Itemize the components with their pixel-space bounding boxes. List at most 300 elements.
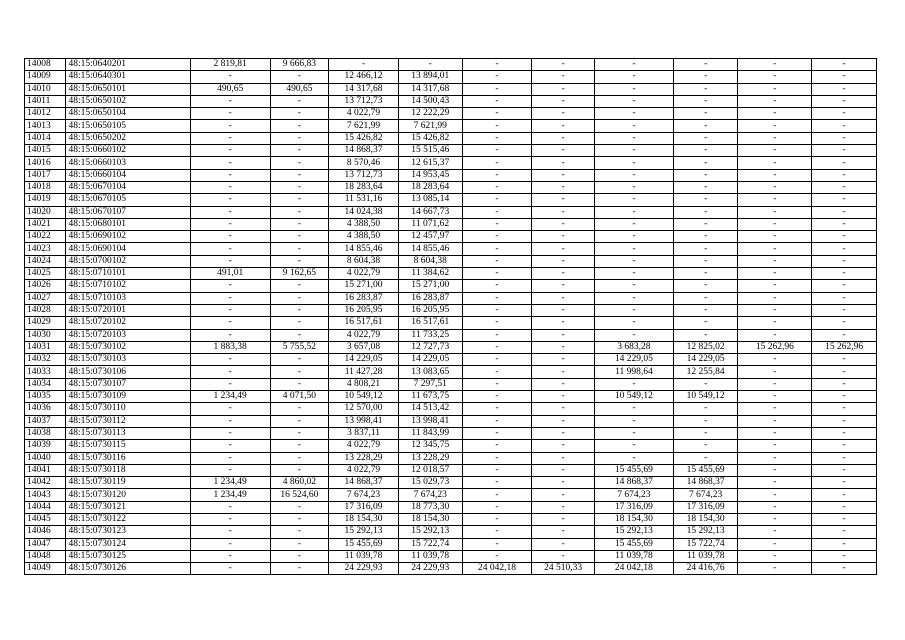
table-row (25, 501, 877, 513)
value-1-cell: - (190, 157, 270, 169)
value-1-cell: - (190, 120, 270, 132)
value-3-cell: 8 570,46 (329, 157, 399, 169)
value-10-cell: - (812, 194, 877, 206)
value-6-cell: - (532, 440, 595, 452)
value-10-cell: - (812, 563, 877, 575)
value-6-cell: - (532, 403, 595, 415)
value-7-cell: 15 455,69 (594, 538, 673, 550)
value-3-cell: 15 271,00 (329, 280, 399, 292)
table-row (25, 95, 877, 107)
value-10-cell: - (812, 132, 877, 144)
value-2-cell: - (270, 169, 329, 181)
value-1-cell: - (190, 206, 270, 218)
value-10-cell: - (812, 83, 877, 95)
value-3-cell: 18 154,30 (329, 513, 399, 525)
value-5-cell: - (462, 538, 532, 550)
value-1-cell: - (190, 71, 270, 83)
value-6-cell: - (532, 526, 595, 538)
value-2-cell: - (270, 218, 329, 230)
value-10-cell: - (812, 403, 877, 415)
row-number-cell: 14008 (25, 59, 66, 71)
value-2-cell: - (270, 526, 329, 538)
value-4-cell: 7 621,99 (398, 120, 462, 132)
value-1-cell: - (190, 95, 270, 107)
value-6-cell: - (532, 145, 595, 157)
cadastral-number-cell: 48:15:0660104 (66, 169, 190, 181)
row-number-cell: 14018 (25, 181, 66, 193)
value-2-cell: 16 524,60 (270, 489, 329, 501)
value-1-cell: 1 234,49 (190, 489, 270, 501)
value-10-cell: - (812, 304, 877, 316)
value-8-cell: 15 455,69 (673, 464, 738, 476)
cadastral-value-table (24, 58, 877, 575)
table-row (25, 206, 877, 218)
value-5-cell: - (462, 108, 532, 120)
value-10-cell: - (812, 489, 877, 501)
value-9-cell: - (738, 501, 812, 513)
value-3-cell: 4 022,79 (329, 464, 399, 476)
row-number-cell: 14048 (25, 550, 66, 562)
value-5-cell: - (462, 440, 532, 452)
value-9-cell: - (738, 366, 812, 378)
value-7-cell: 14 229,05 (594, 354, 673, 366)
value-3-cell: 4 022,79 (329, 329, 399, 341)
value-9-cell: - (738, 464, 812, 476)
value-8-cell: - (673, 452, 738, 464)
value-3-cell: 7 621,99 (329, 120, 399, 132)
value-3-cell: 18 283,64 (329, 181, 399, 193)
value-1-cell: - (190, 452, 270, 464)
value-3-cell: 16 517,61 (329, 317, 399, 329)
value-6-cell: - (532, 464, 595, 476)
value-2-cell: - (270, 206, 329, 218)
value-4-cell: 14 953,45 (398, 169, 462, 181)
value-2-cell: - (270, 415, 329, 427)
value-7-cell: - (594, 169, 673, 181)
value-8-cell: - (673, 71, 738, 83)
value-2-cell: - (270, 280, 329, 292)
value-9-cell: - (738, 206, 812, 218)
row-number-cell: 14020 (25, 206, 66, 218)
value-4-cell: 15 292,13 (398, 526, 462, 538)
value-2-cell: - (270, 317, 329, 329)
value-1-cell: - (190, 218, 270, 230)
value-5-cell: - (462, 181, 532, 193)
value-1-cell: - (190, 427, 270, 439)
value-9-cell: - (738, 563, 812, 575)
table-row (25, 563, 877, 575)
value-7-cell: 24 042,18 (594, 563, 673, 575)
table-row (25, 292, 877, 304)
table-row (25, 59, 877, 71)
value-1-cell: 1 234,49 (190, 477, 270, 489)
value-4-cell: 14 317,68 (398, 83, 462, 95)
row-number-cell: 14042 (25, 477, 66, 489)
value-6-cell: - (532, 489, 595, 501)
value-9-cell: - (738, 145, 812, 157)
value-6-cell: - (532, 71, 595, 83)
value-3-cell: 4 808,21 (329, 378, 399, 390)
value-8-cell: - (673, 292, 738, 304)
cadastral-number-cell: 48:15:0710101 (66, 268, 190, 280)
cadastral-number-cell: 48:15:0660103 (66, 157, 190, 169)
value-9-cell: - (738, 329, 812, 341)
table-row (25, 538, 877, 550)
cadastral-number-cell: 48:15:0650202 (66, 132, 190, 144)
value-3-cell: 11 531,16 (329, 194, 399, 206)
value-8-cell: - (673, 280, 738, 292)
table-row (25, 145, 877, 157)
cadastral-number-cell: 48:15:0730124 (66, 538, 190, 550)
value-5-cell: - (462, 366, 532, 378)
value-7-cell: - (594, 83, 673, 95)
value-5-cell: - (462, 550, 532, 562)
value-2-cell: - (270, 513, 329, 525)
value-6-cell: - (532, 132, 595, 144)
value-2-cell: - (270, 563, 329, 575)
value-2-cell: - (270, 231, 329, 243)
row-number-cell: 14027 (25, 292, 66, 304)
value-4-cell: 13 998,41 (398, 415, 462, 427)
row-number-cell: 14031 (25, 341, 66, 353)
row-number-cell: 14039 (25, 440, 66, 452)
table-row (25, 268, 877, 280)
value-6-cell: - (532, 231, 595, 243)
value-2-cell: 490,65 (270, 83, 329, 95)
table-row (25, 120, 877, 132)
value-3-cell: 13 228,29 (329, 452, 399, 464)
value-7-cell: 15 292,13 (594, 526, 673, 538)
value-10-cell: - (812, 452, 877, 464)
row-number-cell: 14024 (25, 255, 66, 267)
value-4-cell: 15 029,73 (398, 477, 462, 489)
value-10-cell: - (812, 206, 877, 218)
value-1-cell: - (190, 464, 270, 476)
value-3-cell: 15 426,82 (329, 132, 399, 144)
value-3-cell: 4 022,79 (329, 108, 399, 120)
value-9-cell: - (738, 477, 812, 489)
value-5-cell: - (462, 489, 532, 501)
row-number-cell: 14044 (25, 501, 66, 513)
value-6-cell: - (532, 415, 595, 427)
value-10-cell: - (812, 268, 877, 280)
row-number-cell: 14021 (25, 218, 66, 230)
value-6-cell: - (532, 378, 595, 390)
cadastral-number-cell: 48:15:0650102 (66, 95, 190, 107)
value-6-cell: - (532, 354, 595, 366)
value-4-cell: 12 018,57 (398, 464, 462, 476)
cadastral-number-cell: 48:15:0650105 (66, 120, 190, 132)
value-10-cell: - (812, 477, 877, 489)
value-4-cell: 12 457,97 (398, 231, 462, 243)
value-7-cell: - (594, 243, 673, 255)
value-8-cell: - (673, 378, 738, 390)
row-number-cell: 14013 (25, 120, 66, 132)
value-6-cell: - (532, 108, 595, 120)
value-2-cell: - (270, 304, 329, 316)
value-7-cell: - (594, 440, 673, 452)
row-number-cell: 14040 (25, 452, 66, 464)
table-row (25, 194, 877, 206)
value-8-cell: - (673, 403, 738, 415)
value-9-cell: - (738, 391, 812, 403)
value-6-cell: - (532, 341, 595, 353)
value-2-cell: - (270, 292, 329, 304)
cadastral-number-cell: 48:15:0680101 (66, 218, 190, 230)
value-5-cell: - (462, 317, 532, 329)
value-9-cell: - (738, 317, 812, 329)
value-10-cell: - (812, 440, 877, 452)
value-3-cell: - (329, 59, 399, 71)
value-3-cell: 4 022,79 (329, 440, 399, 452)
value-10-cell: - (812, 427, 877, 439)
value-7-cell: - (594, 95, 673, 107)
value-8-cell: 24 416,76 (673, 563, 738, 575)
value-5-cell: - (462, 427, 532, 439)
value-6-cell: - (532, 95, 595, 107)
cadastral-number-cell: 48:15:0730103 (66, 354, 190, 366)
value-7-cell: - (594, 329, 673, 341)
value-4-cell: 11 733,25 (398, 329, 462, 341)
table-row (25, 427, 877, 439)
row-number-cell: 14029 (25, 317, 66, 329)
value-6-cell: - (532, 317, 595, 329)
value-6-cell: - (532, 218, 595, 230)
value-8-cell: - (673, 427, 738, 439)
value-4-cell: 16 205,95 (398, 304, 462, 316)
value-7-cell: 18 154,30 (594, 513, 673, 525)
value-1-cell: - (190, 181, 270, 193)
value-1-cell: - (190, 292, 270, 304)
cadastral-number-cell: 48:15:0690104 (66, 243, 190, 255)
value-3-cell: 17 316,09 (329, 501, 399, 513)
value-7-cell: 7 674,23 (594, 489, 673, 501)
value-8-cell: - (673, 132, 738, 144)
value-8-cell: 12 825,02 (673, 341, 738, 353)
value-7-cell: - (594, 415, 673, 427)
value-4-cell: 15 515,46 (398, 145, 462, 157)
value-6-cell: - (532, 538, 595, 550)
value-1-cell: - (190, 550, 270, 562)
table-row (25, 157, 877, 169)
value-1-cell: - (190, 415, 270, 427)
value-9-cell: - (738, 71, 812, 83)
value-9-cell: - (738, 403, 812, 415)
value-3-cell: 13 712,73 (329, 169, 399, 181)
value-7-cell: - (594, 120, 673, 132)
table-body (25, 59, 877, 575)
value-4-cell: - (398, 59, 462, 71)
value-5-cell: - (462, 391, 532, 403)
value-3-cell: 11 427,28 (329, 366, 399, 378)
value-10-cell: - (812, 415, 877, 427)
value-2-cell: - (270, 157, 329, 169)
value-5-cell: - (462, 243, 532, 255)
value-9-cell: - (738, 292, 812, 304)
value-1-cell: 491,01 (190, 268, 270, 280)
row-number-cell: 14022 (25, 231, 66, 243)
value-8-cell: - (673, 255, 738, 267)
value-3-cell: 12 466,12 (329, 71, 399, 83)
value-2-cell: - (270, 550, 329, 562)
value-7-cell: 3 683,28 (594, 341, 673, 353)
value-7-cell: - (594, 108, 673, 120)
value-7-cell: - (594, 317, 673, 329)
value-5-cell: - (462, 354, 532, 366)
value-7-cell: 14 868,37 (594, 477, 673, 489)
value-1-cell: - (190, 194, 270, 206)
value-1-cell: - (190, 501, 270, 513)
table-row (25, 403, 877, 415)
value-8-cell: 17 316,09 (673, 501, 738, 513)
value-7-cell: 11 039,78 (594, 550, 673, 562)
value-10-cell: - (812, 231, 877, 243)
value-4-cell: 14 513,42 (398, 403, 462, 415)
value-9-cell: - (738, 550, 812, 562)
row-number-cell: 14016 (25, 157, 66, 169)
value-1-cell: - (190, 440, 270, 452)
value-4-cell: 12 222,29 (398, 108, 462, 120)
value-8-cell: - (673, 120, 738, 132)
value-5-cell: - (462, 513, 532, 525)
value-9-cell: - (738, 280, 812, 292)
value-9-cell: - (738, 243, 812, 255)
value-5-cell: - (462, 169, 532, 181)
value-4-cell: 11 071,62 (398, 218, 462, 230)
cadastral-number-cell: 48:15:0650101 (66, 83, 190, 95)
value-8-cell: - (673, 243, 738, 255)
value-3-cell: 8 604,38 (329, 255, 399, 267)
value-8-cell: - (673, 218, 738, 230)
value-6-cell: - (532, 501, 595, 513)
cadastral-number-cell: 48:15:0670105 (66, 194, 190, 206)
value-9-cell: - (738, 378, 812, 390)
value-6-cell: - (532, 157, 595, 169)
cadastral-number-cell: 48:15:0730110 (66, 403, 190, 415)
value-4-cell: 12 727,73 (398, 341, 462, 353)
cadastral-number-cell: 48:15:0720103 (66, 329, 190, 341)
cadastral-number-cell: 48:15:0730102 (66, 341, 190, 353)
value-4-cell: 11 673,75 (398, 391, 462, 403)
value-4-cell: 13 083,65 (398, 366, 462, 378)
cadastral-number-cell: 48:15:0690102 (66, 231, 190, 243)
value-8-cell: 11 039,78 (673, 550, 738, 562)
value-2-cell: - (270, 378, 329, 390)
value-10-cell: - (812, 354, 877, 366)
cadastral-number-cell: 48:15:0710103 (66, 292, 190, 304)
value-7-cell: - (594, 132, 673, 144)
value-3-cell: 11 039,78 (329, 550, 399, 562)
value-9-cell: - (738, 218, 812, 230)
value-3-cell: 14 024,38 (329, 206, 399, 218)
value-9-cell: - (738, 440, 812, 452)
cadastral-number-cell: 48:15:0730118 (66, 464, 190, 476)
value-8-cell: - (673, 304, 738, 316)
value-2-cell: 9 162,65 (270, 268, 329, 280)
value-6-cell: - (532, 243, 595, 255)
table-row (25, 513, 877, 525)
value-10-cell: - (812, 218, 877, 230)
value-4-cell: 14 855,46 (398, 243, 462, 255)
value-10-cell: - (812, 538, 877, 550)
row-number-cell: 14035 (25, 391, 66, 403)
value-4-cell: 12 615,37 (398, 157, 462, 169)
table-row (25, 218, 877, 230)
table-row (25, 243, 877, 255)
value-3-cell: 14 229,05 (329, 354, 399, 366)
value-10-cell: - (812, 95, 877, 107)
value-7-cell: - (594, 280, 673, 292)
table-row (25, 169, 877, 181)
value-2-cell: 4 071,50 (270, 391, 329, 403)
value-5-cell: - (462, 71, 532, 83)
value-8-cell: - (673, 440, 738, 452)
value-6-cell: - (532, 280, 595, 292)
value-8-cell: 14 868,37 (673, 477, 738, 489)
row-number-cell: 14014 (25, 132, 66, 144)
row-number-cell: 14043 (25, 489, 66, 501)
value-4-cell: 18 773,30 (398, 501, 462, 513)
value-4-cell: 14 500,43 (398, 95, 462, 107)
value-3-cell: 24 229,93 (329, 563, 399, 575)
value-9-cell: - (738, 169, 812, 181)
value-10-cell: - (812, 378, 877, 390)
value-9-cell: - (738, 415, 812, 427)
value-1-cell: - (190, 354, 270, 366)
value-3-cell: 16 205,95 (329, 304, 399, 316)
value-2-cell: - (270, 366, 329, 378)
value-10-cell: - (812, 108, 877, 120)
value-1-cell: - (190, 304, 270, 316)
value-2-cell: 5 755,52 (270, 341, 329, 353)
value-9-cell: 15 262,96 (738, 341, 812, 353)
value-10-cell: - (812, 157, 877, 169)
cadastral-number-cell: 48:15:0640301 (66, 71, 190, 83)
value-3-cell: 3 657,08 (329, 341, 399, 353)
table-row (25, 391, 877, 403)
value-1-cell: - (190, 108, 270, 120)
value-4-cell: 18 283,64 (398, 181, 462, 193)
value-4-cell: 15 722,74 (398, 538, 462, 550)
row-number-cell: 14036 (25, 403, 66, 415)
value-1-cell: 2 819,81 (190, 59, 270, 71)
value-2-cell: - (270, 354, 329, 366)
value-8-cell: - (673, 415, 738, 427)
value-4-cell: 11 843,99 (398, 427, 462, 439)
value-1-cell: - (190, 403, 270, 415)
value-8-cell: - (673, 145, 738, 157)
value-2-cell: - (270, 243, 329, 255)
value-9-cell: - (738, 181, 812, 193)
value-8-cell: - (673, 206, 738, 218)
table-row (25, 329, 877, 341)
value-9-cell: - (738, 354, 812, 366)
value-6-cell: - (532, 304, 595, 316)
value-10-cell: - (812, 145, 877, 157)
cadastral-number-cell: 48:15:0710102 (66, 280, 190, 292)
value-4-cell: 7 674,23 (398, 489, 462, 501)
table-row (25, 317, 877, 329)
value-1-cell: - (190, 145, 270, 157)
value-9-cell: - (738, 513, 812, 525)
value-2-cell: - (270, 538, 329, 550)
value-4-cell: 15 271,00 (398, 280, 462, 292)
value-9-cell: - (738, 452, 812, 464)
cadastral-number-cell: 48:15:0660102 (66, 145, 190, 157)
value-3-cell: 10 549,12 (329, 391, 399, 403)
cadastral-number-cell: 48:15:0730125 (66, 550, 190, 562)
value-7-cell: - (594, 59, 673, 71)
